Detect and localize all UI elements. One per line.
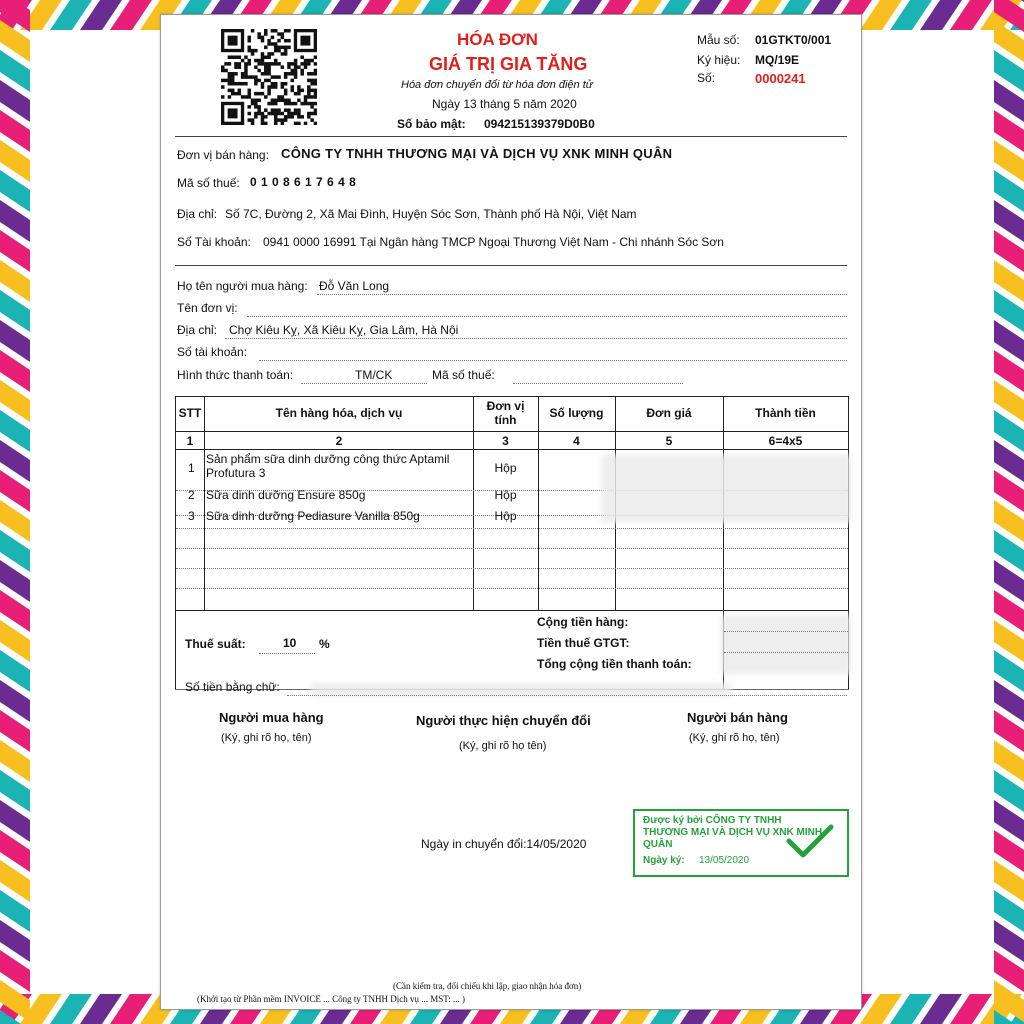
seller-address: Số 7C, Đường 2, Xã Mai Đình, Huyện Sóc Sơn, Thành phố Hà Nội, Việt Nam — [225, 207, 637, 221]
index-cell: 3 — [502, 434, 509, 448]
index-cell: 1 — [186, 434, 194, 448]
amount-in-words-label: Số tiền bằng chữ: — [185, 680, 280, 694]
stamp-date: 13/05/2020 — [699, 855, 750, 866]
symbol-label: Ký hiệu: — [697, 53, 741, 67]
row-stt: 2 — [188, 488, 195, 502]
check-icon — [785, 823, 835, 859]
dotted-line — [225, 338, 847, 339]
header-item-name: Tên hàng hóa, dịch vụ — [275, 406, 403, 420]
header-stt: STT — [178, 406, 202, 420]
seller-account: 0941 0000 16991 Tại Ngân hàng TMCP Ngoại Thương Việt Nam - Chi nhánh Sóc Sơn — [263, 235, 724, 249]
row-item-name-line2: Profutura 3 — [206, 466, 266, 480]
divider — [175, 265, 847, 266]
footer-provider: (Khởi tạo từ Phần mềm INVOICE ... Công ty TNHH Dịch vụ ... MST: ... ) — [197, 994, 466, 1004]
stamp-line3: QUÂN — [643, 839, 673, 850]
row-unit: Hộp — [494, 509, 517, 523]
divider — [175, 136, 847, 137]
row-item-name: Sữa dinh dưỡng Ensure 850g — [206, 488, 366, 502]
buyer-address: Chợ Kiêu Kỵ, Xã Kiêu Kỵ, Gia Lâm, Hà Nội — [229, 323, 459, 337]
seller-tax: 0 1 0 8 6 1 7 6 4 8 — [250, 175, 357, 189]
seller-signature-title: Người bán hàng — [687, 710, 788, 725]
stamp-line1: Được ký bởi CÔNG TY TNHH — [643, 815, 782, 826]
dotted-line — [724, 631, 848, 632]
payment-method: TM/CK — [355, 368, 393, 382]
header-amount: Thành tiền — [755, 406, 816, 420]
row-item-name: Sản phẩm sữa dinh dưỡng công thức Aptamil — [206, 452, 450, 466]
invoice-number: 0000241 — [755, 71, 806, 86]
converter-signature-note: (Ký, ghi rõ họ tên) — [459, 740, 547, 752]
tax-rate-label: Thuế suất: — [185, 637, 246, 651]
buyer-unit-label: Tên đơn vị: — [177, 301, 238, 315]
form-number: 01GTKT0/001 — [755, 33, 832, 47]
invoice-date: Ngày 13 tháng 5 năm 2020 — [432, 97, 577, 111]
index-cell: 2 — [335, 434, 343, 448]
row-stt: 3 — [188, 509, 195, 523]
dotted-line — [259, 653, 315, 654]
print-date: Ngày in chuyển đổi:14/05/2020 — [421, 837, 587, 851]
stamp-date-label: Ngày ký: — [643, 855, 685, 866]
dotted-line — [724, 652, 848, 653]
row-item-name: Sữa dinh dưỡng Pediasure Vanilla 850g — [206, 509, 420, 523]
seller-account-label: Số Tài khoản: — [177, 235, 251, 249]
header-quantity: Số lượng — [549, 406, 604, 420]
tax-rate-value: 10 — [283, 636, 297, 650]
decorative-border-right — [994, 0, 1024, 1024]
row-unit: Hộp — [494, 461, 517, 475]
dotted-line — [301, 383, 427, 384]
index-cell: 6=4x5 — [768, 434, 803, 448]
buyer-name-label: Họ tên người mua hàng: — [177, 279, 308, 293]
form-number-label: Mẫu số: — [697, 33, 740, 47]
seller-name: CÔNG TY TNHH THƯƠNG MẠI VÀ DỊCH VỤ XNK MINH QUÂN — [281, 146, 673, 161]
invoice-title: HÓA ĐƠN — [457, 30, 538, 49]
digital-signature-stamp — [633, 809, 849, 877]
redacted-totals — [721, 615, 851, 675]
qr-code-icon — [221, 29, 317, 125]
buyer-address-label: Địa chỉ: — [177, 323, 218, 337]
header-unit-line2: tính — [494, 413, 517, 427]
subtotal-label: Cộng tiền hàng: — [537, 615, 629, 629]
invoice-paper — [160, 14, 862, 1010]
security-code-label: Số bảo mật: — [397, 117, 466, 131]
buyer-account-label: Số tài khoản: — [177, 345, 248, 359]
dotted-line — [513, 383, 683, 384]
buyer-name: Đỗ Văn Long — [319, 279, 390, 293]
buyer-signature-title: Người mua hàng — [219, 710, 324, 725]
grand-total-label: Tổng cộng tiền thanh toán: — [537, 657, 692, 671]
dotted-line — [247, 316, 847, 317]
symbol-value: MQ/19E — [755, 53, 800, 67]
header-unit-price: Đơn giá — [646, 406, 692, 420]
invoice-subtitle: Hóa đơn chuyển đổi từ hóa đơn điện tử — [401, 79, 593, 91]
invoice-title-vat: GIÁ TRỊ GIA TĂNG — [429, 54, 588, 74]
converter-signature-title: Người thực hiện chuyển đổi — [416, 713, 591, 728]
buyer-tax-label: Mã số thuế: — [432, 368, 495, 382]
index-cell: 4 — [573, 434, 580, 448]
dotted-line — [287, 695, 847, 696]
index-cell: 5 — [665, 434, 673, 448]
stamp-line2: THƯƠNG MẠI VÀ DỊCH VỤ XNK MINH — [643, 827, 823, 838]
seller-label: Đơn vị bán hàng: — [177, 148, 269, 162]
seller-tax-label: Mã số thuế: — [177, 176, 240, 190]
row-stt: 1 — [188, 461, 195, 475]
seller-address-label: Địa chỉ: — [177, 207, 218, 221]
dotted-line — [259, 360, 847, 361]
payment-label: Hình thức thanh toán: — [177, 368, 294, 382]
row-unit: Hộp — [494, 488, 517, 502]
header-unit: Đơn vị — [486, 399, 525, 413]
security-code: 094215139379D0B0 — [484, 117, 595, 131]
dotted-line — [317, 294, 847, 295]
invoice-number-label: Số: — [697, 71, 716, 85]
footer-note: (Cần kiểm tra, đối chiếu khi lập, giao nhận hóa đơn) — [393, 981, 582, 991]
buyer-signature-note: (Ký, ghi rõ họ, tên) — [221, 732, 312, 744]
tax-rate-percent: % — [319, 637, 330, 651]
redacted-amounts — [601, 455, 851, 523]
seller-signature-note: (Ký, ghi rõ họ, tên) — [689, 732, 780, 744]
vat-label: Tiền thuế GTGT: — [537, 636, 630, 650]
decorative-border-left — [0, 0, 30, 1024]
